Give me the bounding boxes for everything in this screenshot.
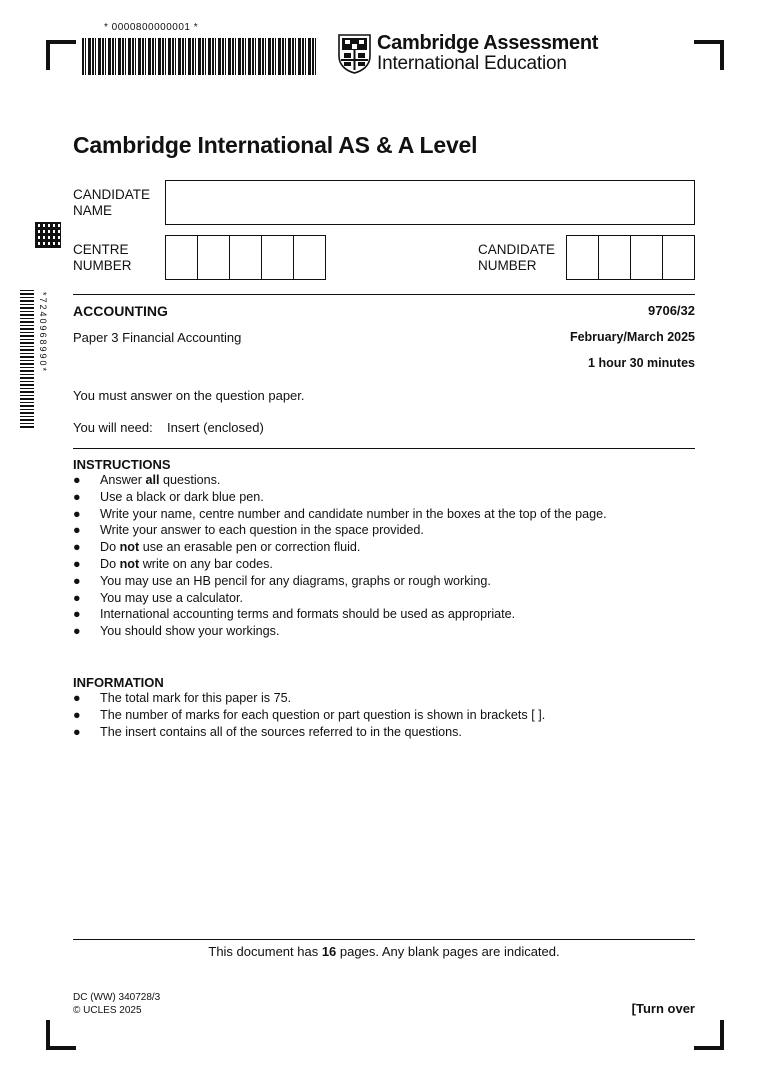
cambridge-shield-icon [338, 34, 371, 74]
divider [73, 294, 695, 295]
subject-name: ACCOUNTING [73, 303, 168, 319]
bullet-icon: ● [73, 489, 81, 504]
bullet-icon: ● [73, 691, 81, 705]
information-list [73, 690, 693, 740]
you-will-need-label: You will need: [73, 420, 153, 435]
logo-title: Cambridge Assessment [377, 32, 599, 54]
document-code: DC (WW) 340728/3 [73, 992, 161, 1003]
list-item: ● The total mark for this paper is 75. [73, 691, 292, 705]
list-item: ● Write your answer to each question in the space provided. [73, 523, 424, 538]
candidate-number-field[interactable] [566, 235, 695, 280]
turn-over-note: [Turn over [631, 1001, 695, 1016]
exam-session: February/March 2025 [569, 330, 695, 344]
corner-mark-bottom-right [694, 1020, 724, 1050]
bullet-icon: ● [73, 506, 81, 521]
list-item: ● You should show your workings. [73, 624, 280, 639]
bullet-icon: ● [73, 590, 81, 605]
candidate-number-digit-box[interactable] [599, 236, 631, 279]
barcode-icon [82, 38, 318, 75]
bullet-icon: ● [73, 573, 81, 588]
candidate-number-label-line1: CANDIDATE [478, 242, 556, 257]
instructions-heading: INSTRUCTIONS [73, 457, 171, 472]
barcode-text: * 0000800000001 * [104, 22, 199, 33]
bullet-icon: ● [73, 523, 81, 538]
answer-note: You must answer on the question paper. [73, 388, 305, 403]
paper-name: Paper 3 Financial Accounting [73, 330, 242, 345]
list-item: ● Answer all questions. [73, 473, 221, 487]
divider [73, 448, 695, 449]
divider [73, 939, 695, 940]
bullet-icon: ● [73, 473, 81, 487]
list-item: ● International accounting terms and formats should be used as appropriate. [73, 607, 516, 622]
logo-subtitle: International Education [377, 53, 567, 74]
candidate-name-field[interactable] [165, 180, 695, 225]
list-item: ● The insert contains all of the sources referred to in the questions. [73, 724, 462, 739]
list-item: ● Do not use an erasable pen or correction fluid. [73, 540, 361, 555]
information-heading: INFORMATION [73, 675, 164, 690]
copyright-notice: © UCLES 2025 [73, 1005, 142, 1016]
candidate-number-digit-box[interactable] [567, 236, 599, 279]
paper-code: 9706/32 [648, 303, 695, 318]
list-item: ● Use a black or dark blue pen. [73, 489, 264, 504]
candidate-number-digit-box[interactable] [631, 236, 663, 279]
candidate-name-label [73, 187, 150, 219]
centre-number-field[interactable] [165, 235, 326, 280]
centre-number-label-line1: CENTRE [73, 242, 129, 257]
you-will-need-value: Insert (enclosed) [167, 420, 264, 435]
side-barcode-digits: *7240968990* [38, 292, 48, 374]
bullet-icon: ● [73, 624, 81, 639]
centre-number-digit-box[interactable] [198, 236, 230, 279]
page-title: Cambridge International AS & A Level [73, 132, 478, 158]
candidate-number-label-line2: NUMBER [478, 258, 537, 273]
bullet-icon: ● [73, 607, 81, 622]
corner-mark-top-right [694, 40, 724, 70]
instructions-list [73, 472, 693, 640]
centre-number-label [73, 242, 132, 274]
candidate-name-label-line2: NAME [73, 203, 113, 218]
centre-number-digit-box[interactable] [262, 236, 294, 279]
centre-number-digit-box[interactable] [230, 236, 262, 279]
list-item: ● You may use an HB pencil for any diagrams, graphs or rough working. [73, 573, 491, 588]
list-item: ● You may use a calculator. [73, 590, 244, 605]
side-qr-code-icon [35, 222, 61, 248]
corner-mark-top-left [46, 40, 76, 70]
candidate-name-label-line1: CANDIDATE [73, 187, 151, 202]
candidate-number-label [478, 242, 555, 274]
bullet-icon: ● [73, 556, 81, 571]
bullet-icon: ● [73, 540, 81, 555]
centre-number-digit-box[interactable] [166, 236, 198, 279]
corner-mark-bottom-left [46, 1020, 76, 1050]
bullet-icon: ● [73, 707, 81, 722]
exam-duration: 1 hour 30 minutes [588, 356, 695, 370]
side-barcode-icon [20, 290, 34, 428]
list-item: ● Write your name, centre number and candidate number in the boxes at the top of the page. [73, 506, 607, 521]
centre-number-label-line2: NUMBER [73, 258, 132, 273]
list-item: ● The number of marks for each question or part question is shown in brackets [ ]. [73, 707, 546, 722]
bullet-icon: ● [73, 724, 81, 739]
page-count-note: This document has 16 pages. Any blank pages are indicated. [208, 944, 560, 959]
list-item: ● Do not write on any bar codes. [73, 556, 273, 571]
